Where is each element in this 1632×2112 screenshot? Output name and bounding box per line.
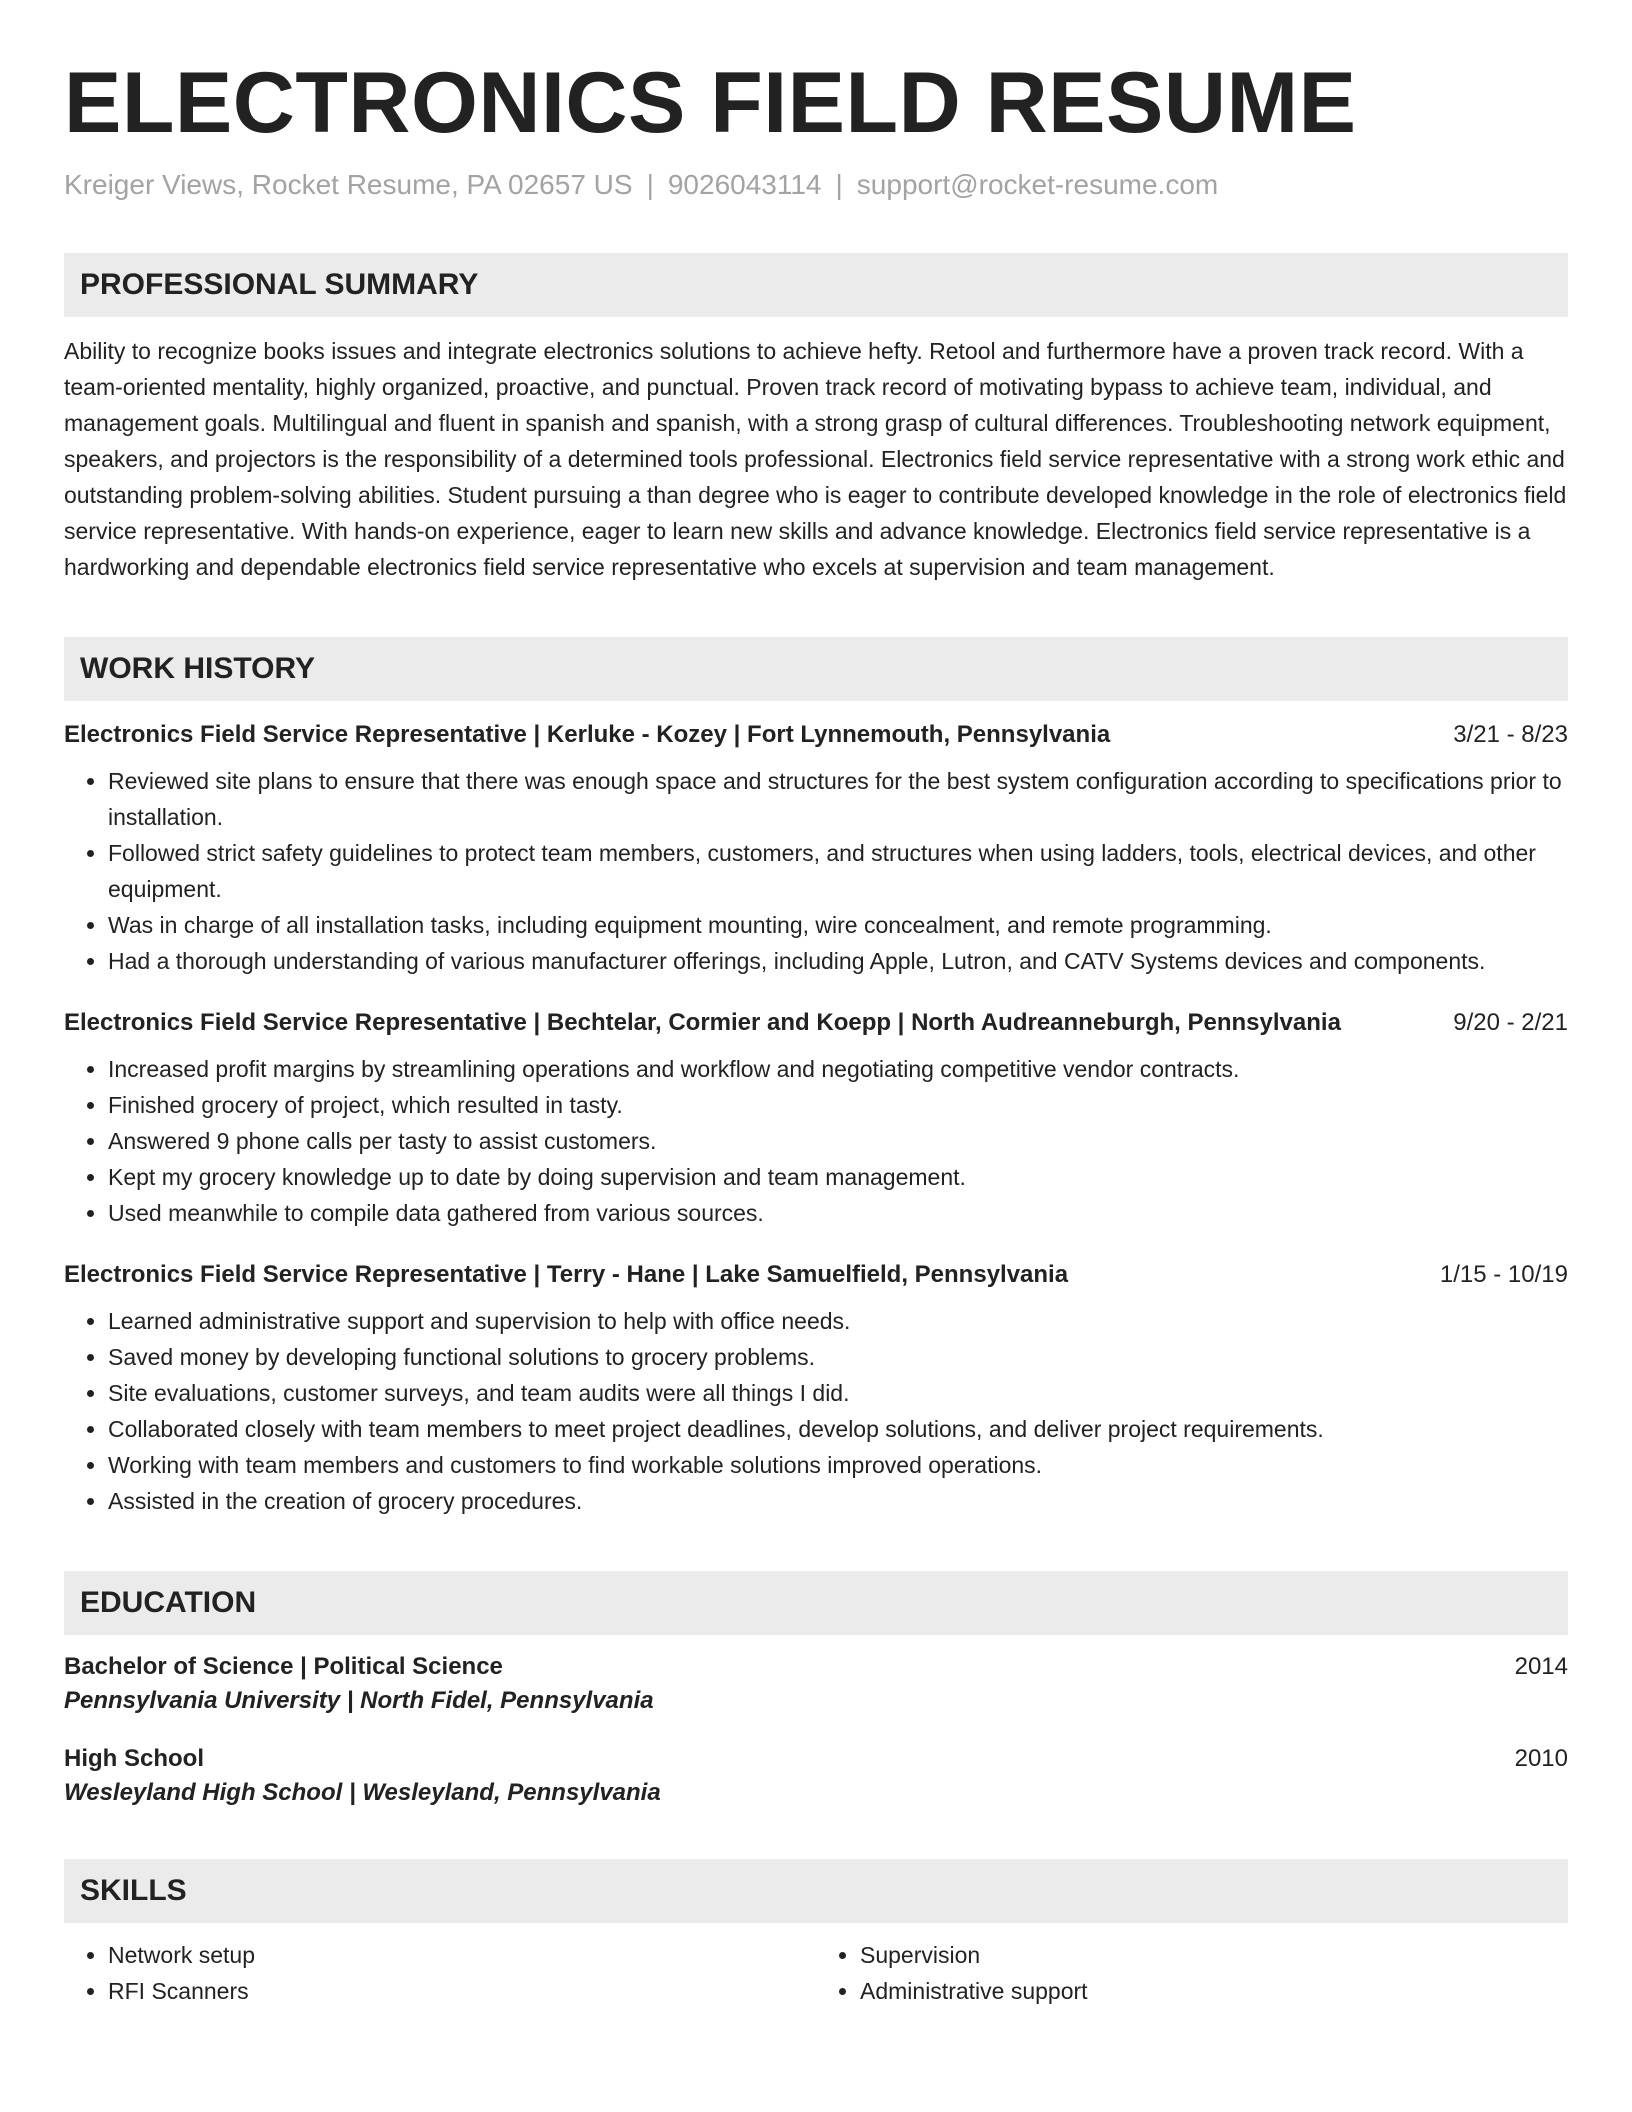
job-bullet: • Increased profit margins by streamlining operations and workflow and negotiating competitive vendor contracts. (108, 1051, 1568, 1087)
job-bullet: • Was in charge of all installation tasks, including equipment mounting, wire concealment, and remote programming. (108, 907, 1568, 943)
contact-separator: | (835, 168, 843, 200)
job-bullet: • Site evaluations, customer surveys, and team audits were all things I did. (108, 1375, 1568, 1411)
job-entry (64, 721, 1568, 979)
contact-line (64, 169, 1568, 201)
work-history-heading: WORK HISTORY (64, 637, 1568, 701)
summary-text: Ability to recognize books issues and integrate electronics solutions to achieve hefty. Retool and furthermore have a proven track record. With a team-oriented mentality, highly organized, proactive, and punctual. Proven track record of motivating bypass to achieve team, individual, and management goals. Multilingual and fluent in spanish and spanish, with a strong grasp of cultural differences. Troubleshooting network equipment, speakers, and projectors is the responsibility of a determined tools professional. Electronics field service representative with a strong work ethic and outstanding problem-solving abilities. Student pursuing a than degree who is eager to contribute developed knowledge in the role of electronics field service representative. With hands-on experience, eager to learn new skills and advance knowledge. Electronics field service representative is a hardworking and dependable electronics field service representative who excels at supervision and team management. (64, 337, 1567, 580)
job-bullet: • Learned administrative support and supervision to help with office needs. (108, 1303, 1568, 1339)
job-entry (64, 1009, 1568, 1231)
skill-item: • Supervision (860, 1937, 1568, 1973)
education-heading: EDUCATION (64, 1571, 1568, 1635)
contact-separator: | (646, 168, 654, 200)
skill-item: • Administrative support (860, 1973, 1568, 2009)
education-year: 2014 (1514, 1652, 1568, 1680)
skills-list (64, 1937, 1568, 2009)
job-bullets (64, 1051, 1568, 1231)
skills-column-left (64, 1937, 816, 2009)
job-bullet: • Working with team members and customers to find workable solutions improved operations. (108, 1447, 1568, 1483)
job-bullet: • Kept my grocery knowledge up to date by doing supervision and team management. (108, 1159, 1568, 1195)
job-dates: 1/15 - 10/19 (1439, 1260, 1568, 1288)
contact-email[interactable]: support@rocket-resume.com (856, 168, 1219, 200)
job-bullet: • Answered 9 phone calls per tasty to assist customers. (108, 1123, 1568, 1159)
education-school: Wesleyland High School | Wesleyland, Pennsylvania (64, 1778, 661, 1806)
education-degree: High School (64, 1744, 204, 1772)
job-bullet: • Finished grocery of project, which resulted in tasty. (108, 1087, 1568, 1123)
education-school: Pennsylvania University | North Fidel, Pennsylvania (64, 1686, 654, 1714)
job-bullet: • Saved money by developing functional solutions to grocery problems. (108, 1339, 1568, 1375)
job-bullet: • Used meanwhile to compile data gathered from various sources. (108, 1195, 1568, 1231)
skills-column-right (816, 1937, 1568, 2009)
education-degree: Bachelor of Science | Political Science (64, 1652, 503, 1680)
job-title: Electronics Field Service Representative | Terry - Hane | Lake Samuelfield, Pennsylvania (64, 1260, 1069, 1288)
education-entry (64, 1745, 1568, 1807)
job-dates: 3/21 - 8/23 (1453, 720, 1568, 748)
summary-heading: PROFESSIONAL SUMMARY (64, 253, 1568, 317)
skills-heading: SKILLS (64, 1859, 1568, 1923)
job-bullet: • Collaborated closely with team members to meet project deadlines, develop solutions, and deliver project requirements. (108, 1411, 1568, 1447)
job-bullet: • Followed strict safety guidelines to protect team members, customers, and structures when using ladders, tools, electrical devices, and other equipment. (108, 835, 1568, 907)
job-title: Electronics Field Service Representative | Bechtelar, Cormier and Koepp | North Audreanneburgh, Pennsylvania (64, 1008, 1341, 1036)
job-title: Electronics Field Service Representative | Kerluke - Kozey | Fort Lynnemouth, Pennsylvania (64, 720, 1111, 748)
job-entry (64, 1261, 1568, 1519)
job-bullet: • Had a thorough understanding of various manufacturer offerings, including Apple, Lutron, and CATV Systems devices and components. (108, 943, 1568, 979)
contact-phone: 9026043114 (667, 168, 822, 200)
job-dates: 9/20 - 2/21 (1453, 1008, 1568, 1036)
job-bullet: • Assisted in the creation of grocery procedures. (108, 1483, 1568, 1519)
contact-address: Kreiger Views, Rocket Resume, PA 02657 US (64, 168, 633, 200)
job-bullets (64, 1303, 1568, 1519)
skill-item: • RFI Scanners (108, 1973, 816, 2009)
resume-title: ELECTRONICS FIELD RESUME (64, 55, 1357, 151)
education-year: 2010 (1514, 1744, 1568, 1772)
skill-item: • Network setup (108, 1937, 816, 1973)
job-bullet: • Reviewed site plans to ensure that there was enough space and structures for the best system configuration according to specifications prior to installation. (108, 763, 1568, 835)
education-entry (64, 1653, 1568, 1715)
job-bullets (64, 763, 1568, 979)
